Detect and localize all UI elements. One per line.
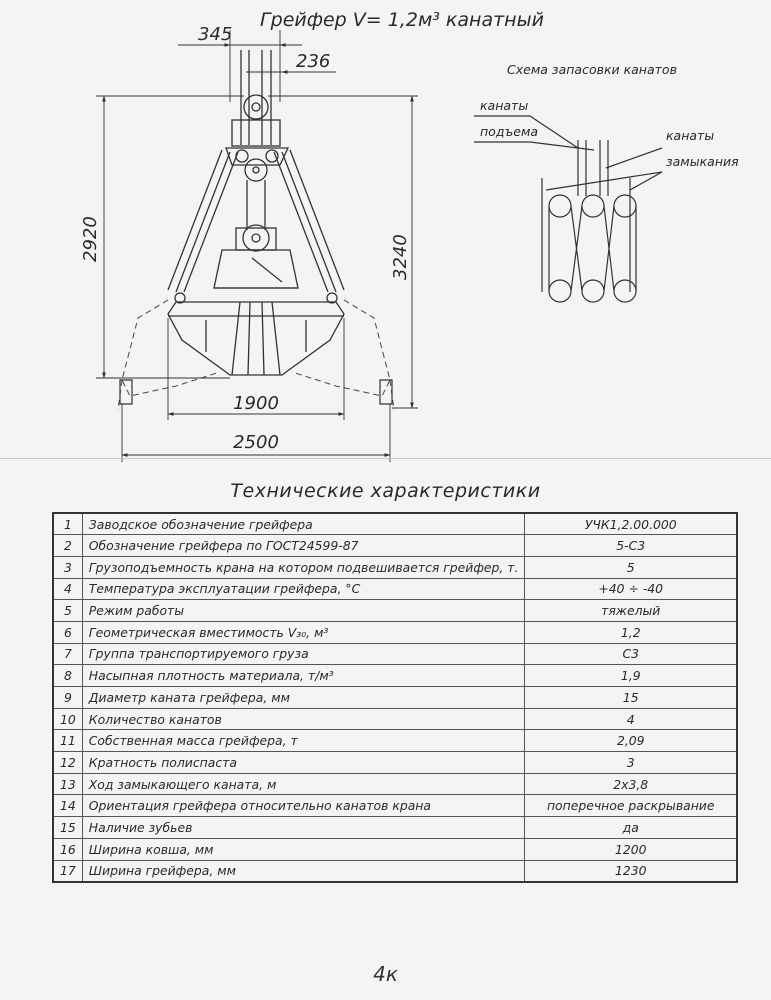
table-row <box>53 752 737 774</box>
row-number: 4 <box>53 578 82 600</box>
table-row <box>53 535 737 557</box>
parameter-value: да <box>525 817 737 839</box>
parameter-name: Режим работы <box>82 600 525 622</box>
parameter-value: 5-С3 <box>525 535 737 557</box>
dim-1900: 1900 <box>233 393 279 414</box>
parameter-name: Температура эксплуатации грейфера, °С <box>82 578 525 600</box>
parameter-name: Насыпная плотность материала, т/м³ <box>82 665 525 687</box>
parameter-value: УЧК1,2.00.000 <box>525 513 737 535</box>
row-number: 15 <box>53 817 82 839</box>
lift-ropes-label-1: канаты <box>480 98 529 113</box>
row-number: 1 <box>53 513 82 535</box>
page-number: 4к <box>373 962 398 986</box>
parameter-value: поперечное раскрывание <box>525 795 737 817</box>
parameter-name: Ширина грейфера, мм <box>82 860 525 882</box>
row-number: 2 <box>53 535 82 557</box>
dim-2920: 2920 <box>80 216 101 262</box>
parameter-value: 1200 <box>525 838 737 860</box>
drawing-title: Грейфер V= 1,2м³ канатный <box>260 9 544 31</box>
parameter-name: Заводское обозначение грейфера <box>82 513 525 535</box>
dim-345: 345 <box>198 24 233 45</box>
table-row <box>53 708 737 730</box>
reeving-scheme <box>474 116 662 302</box>
parameter-value: +40 ÷ -40 <box>525 578 737 600</box>
row-number: 13 <box>53 773 82 795</box>
parameter-value: 2,09 <box>525 730 737 752</box>
row-number: 17 <box>53 860 82 882</box>
table-row <box>53 860 737 882</box>
table-row <box>53 600 737 622</box>
parameter-value: 5 <box>525 556 737 578</box>
row-number: 8 <box>53 665 82 687</box>
parameter-value: 1,2 <box>525 621 737 643</box>
dim-3240: 3240 <box>390 234 411 280</box>
parameter-value: С3 <box>525 643 737 665</box>
parameter-name: Диаметр каната грейфера, мм <box>82 687 525 709</box>
parameter-name: Группа транспортируемого груза <box>82 643 525 665</box>
row-number: 11 <box>53 730 82 752</box>
parameter-name: Ориентация грейфера относительно канатов крана <box>82 795 525 817</box>
row-number: 9 <box>53 687 82 709</box>
parameter-value: 15 <box>525 687 737 709</box>
table-row <box>53 795 737 817</box>
table-row <box>53 621 737 643</box>
parameter-name: Ход замыкающего каната, м <box>82 773 525 795</box>
parameter-name: Грузоподъемность крана на котором подвешивается грейфер, т. <box>82 556 525 578</box>
row-number: 3 <box>53 556 82 578</box>
table-row <box>53 773 737 795</box>
row-number: 7 <box>53 643 82 665</box>
parameter-value: тяжелый <box>525 600 737 622</box>
table-row <box>53 687 737 709</box>
close-ropes-label-1: канаты <box>666 128 715 143</box>
row-number: 10 <box>53 708 82 730</box>
parameter-name: Количество канатов <box>82 708 525 730</box>
row-number: 12 <box>53 752 82 774</box>
close-ropes-label-2: замыкания <box>666 154 739 169</box>
parameter-name: Ширина ковша, мм <box>82 838 525 860</box>
parameter-name: Геометрическая вместимость V₃₀, м³ <box>82 621 525 643</box>
scheme-title: Схема запасовки канатов <box>507 62 677 77</box>
parameter-value: 2х3,8 <box>525 773 737 795</box>
row-number: 6 <box>53 621 82 643</box>
table-row <box>53 838 737 860</box>
row-number: 5 <box>53 600 82 622</box>
parameter-name: Наличие зубьев <box>82 817 525 839</box>
parameter-value: 3 <box>525 752 737 774</box>
grab-drawing <box>0 0 771 465</box>
lift-ropes-label-2: подъема <box>480 124 539 139</box>
table-row <box>53 578 737 600</box>
parameter-value: 4 <box>525 708 737 730</box>
row-number: 16 <box>53 838 82 860</box>
parameter-name: Обозначение грейфера по ГОСТ24599-87 <box>82 535 525 557</box>
row-number: 14 <box>53 795 82 817</box>
separator-line <box>0 458 771 459</box>
table-row <box>53 556 737 578</box>
table-row <box>53 730 737 752</box>
parameter-name: Собственная масса грейфера, т <box>82 730 525 752</box>
specs-table <box>52 512 738 883</box>
parameter-value: 1,9 <box>525 665 737 687</box>
parameter-value: 1230 <box>525 860 737 882</box>
table-row <box>53 665 737 687</box>
dim-236: 236 <box>296 51 331 72</box>
dim-2500: 2500 <box>233 432 279 453</box>
specs-title: Технические характеристики <box>230 480 541 502</box>
table-row <box>53 817 737 839</box>
table-row <box>53 643 737 665</box>
parameter-name: Кратность полиспаста <box>82 752 525 774</box>
table-row <box>53 513 737 535</box>
